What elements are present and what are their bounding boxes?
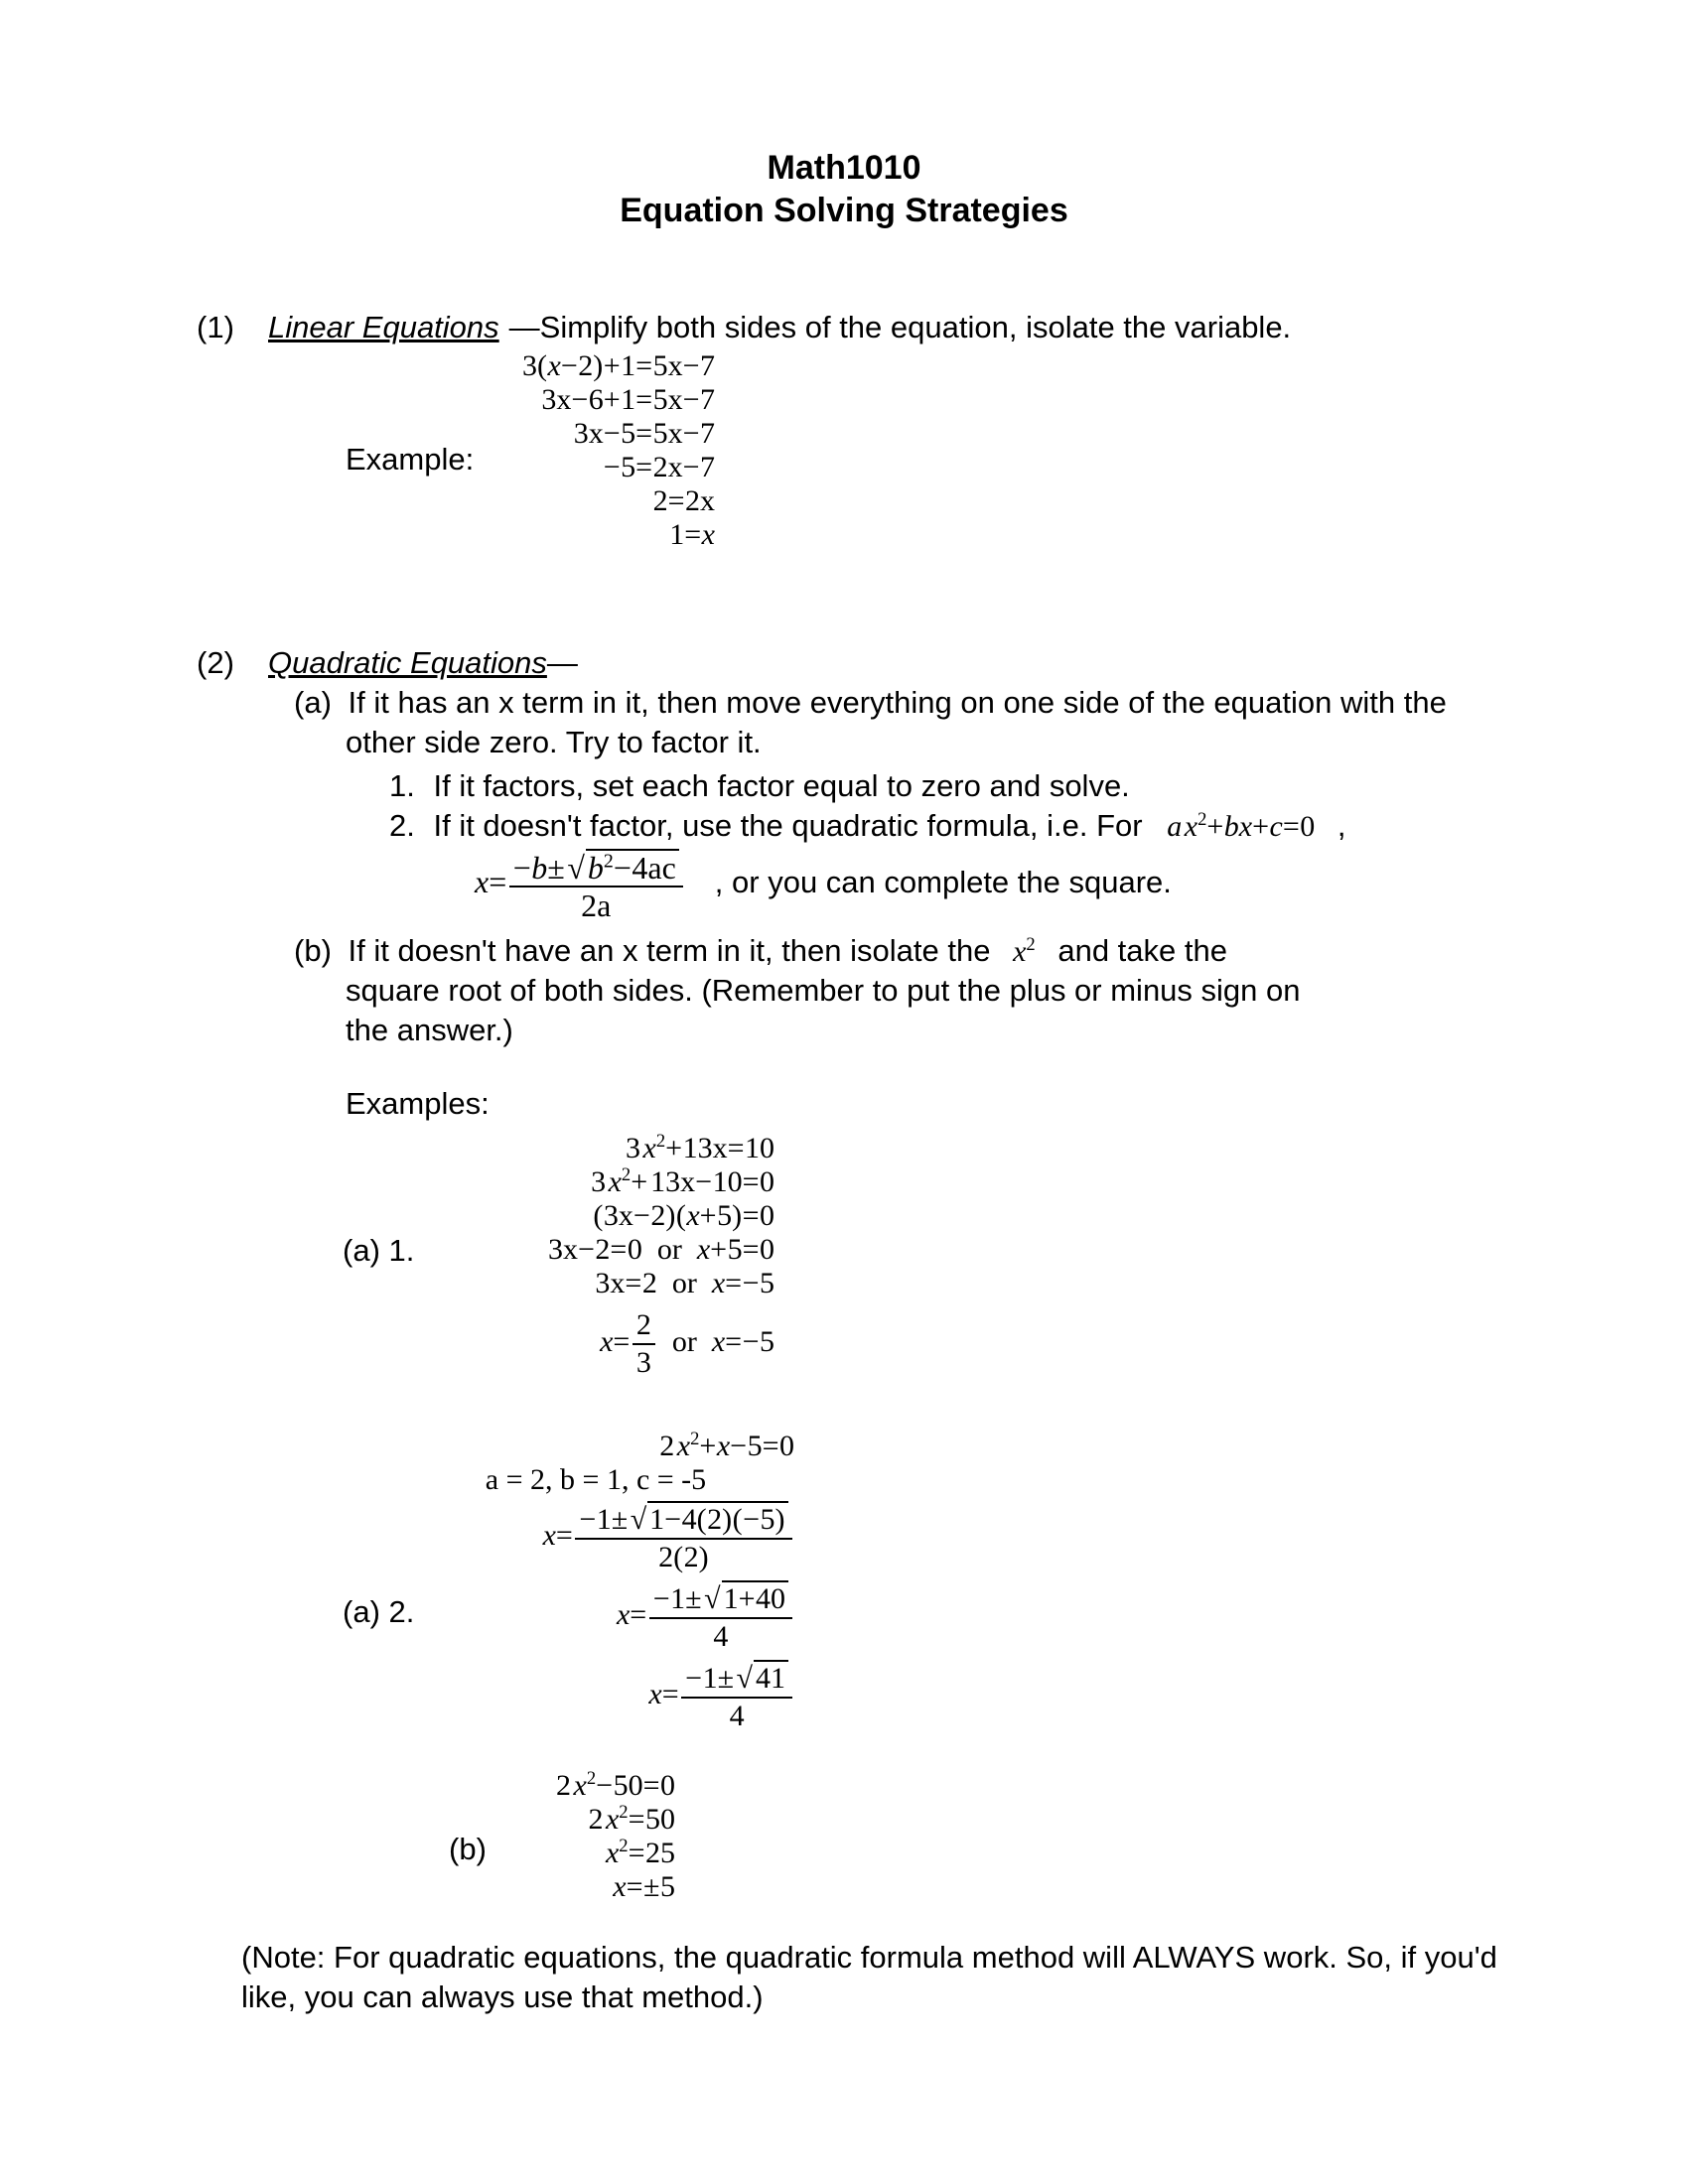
closing-note-text: (Note: For quadratic equations, the quadratic formula method will ALWAYS work. So, if you'd like, you can always use that method.) — [241, 1940, 1497, 2014]
example-a1-equations — [357, 1132, 774, 1380]
equation-line: 2 $x^2+x-5=0$ — [659, 1429, 794, 1462]
equation-line: 3(x−2)+1=5x−7 — [521, 349, 715, 382]
quadratic-general-form: a $x^2+bx+c=0$ — [1167, 809, 1316, 843]
equation-line: (3x−2)(x+5)=0 — [593, 1199, 774, 1232]
equation-line: 3x−6+1=5x−7 — [541, 383, 715, 416]
example-a2-label: (a) 2. — [343, 1594, 415, 1629]
quadratic-sub-1 — [389, 766, 1481, 806]
quadratic-sub-2-label: 2. — [389, 808, 415, 843]
linear-example-equations — [387, 349, 715, 552]
linear-number: (1) — [197, 310, 234, 344]
quadratic-item-a-text: If it has an x term in it, then move everything on one side of the equation with the other side zero. Try to factor it. — [346, 685, 1447, 759]
equation-line: x= $\frac{-1\pm√ 41}{4}$ — [397, 1654, 794, 1733]
quadratic-formula: x= $\frac{-b\pm√b^2-4ac}{2a}$ — [475, 864, 693, 899]
equation-line: 3x=2 or x=−5 — [595, 1267, 774, 1299]
linear-description: —Simplify both sides of the equation, isolate the variable. — [508, 310, 1292, 344]
quadratic-item-b-inline-math: $x^2$ — [1013, 934, 1036, 968]
equation-line: 3 $x^2+13x=10$ — [626, 1131, 774, 1164]
equation-line: 3x−5=5x−7 — [573, 417, 715, 450]
quadratic-item-a — [294, 683, 1476, 762]
linear-heading-line — [197, 308, 1517, 347]
quadratic-item-b-text-after: and take the square root of both sides. (Remember to put the plus or minus sign on the answer.) — [346, 933, 1301, 1047]
equation-line: x= $\frac{-1\pm√ 1+40}{4}$ — [397, 1574, 794, 1654]
equation-line: $x^2=25$ — [605, 1836, 675, 1869]
quadratic-heading-dash: — — [546, 645, 578, 680]
quadratic-sub-1-text: If it factors, set each factor equal to zero and solve. — [433, 768, 1130, 803]
page-subtitle: Equation Solving Strategies — [620, 192, 1068, 229]
quadratic-formula-line — [475, 849, 1172, 922]
quadratic-heading-line — [197, 643, 578, 683]
example-a1-label: (a) 1. — [343, 1233, 415, 1268]
equation-line: 2 $x^2=50$ — [588, 1802, 675, 1836]
section-quadratic-equations — [197, 643, 578, 683]
example-b-equations — [417, 1769, 675, 1904]
equation-line: x=±5 — [613, 1870, 675, 1903]
quadratic-formula-text-after: , or you can complete the square. — [714, 865, 1172, 900]
quadratic-sub-2-text-before: If it doesn't factor, use the quadratic formula, i.e. For — [433, 808, 1143, 843]
quadratic-number: (2) — [197, 645, 234, 680]
quadratic-heading: Quadratic Equations — [268, 645, 547, 680]
equation-line: 2=2x — [652, 484, 715, 517]
examples-label-wrap — [346, 1084, 490, 1124]
quadratic-item-b — [294, 931, 1317, 1050]
equation-line: 3x−2=0 or x+5=0 — [547, 1233, 774, 1266]
examples-label: Examples: — [346, 1086, 490, 1121]
example-a2-equations — [397, 1430, 794, 1733]
quadratic-item-b-text-before: If it doesn't have an x term in it, then isolate the — [348, 933, 991, 968]
equation-line: 2 $x^2-50=0$ — [556, 1768, 675, 1802]
quadratic-item-a-label: (a) — [294, 685, 332, 720]
example-b-label: (b) — [449, 1832, 487, 1866]
equation-line: x= $\frac{-1\pm√ 1-4(2)(-5)}{2(2)}$ — [397, 1497, 794, 1574]
equation-line: 1=x — [669, 518, 715, 551]
title-block — [0, 0, 1688, 232]
equation-line: −5=2x−7 — [603, 451, 715, 483]
quadratic-sub-1-label: 1. — [389, 768, 415, 803]
quadratic-sub-2-comma: , — [1336, 808, 1346, 843]
equation-line: a = 2, b = 1, c = -5 — [485, 1463, 707, 1496]
equation-line: 3 $x^2+$ 13x−10=0 — [591, 1164, 774, 1198]
equation-line: x= $\frac{2}{3}$ or x=−5 — [600, 1308, 774, 1379]
linear-example-label: Example: — [346, 442, 475, 477]
quadratic-item-b-label: (b) — [294, 933, 332, 968]
section-linear-equations — [197, 308, 1517, 347]
page-title: Math1010 — [767, 149, 921, 187]
closing-note — [241, 1938, 1512, 2017]
linear-heading: Linear Equations — [268, 310, 499, 344]
quadratic-sub-2 — [389, 806, 1521, 846]
